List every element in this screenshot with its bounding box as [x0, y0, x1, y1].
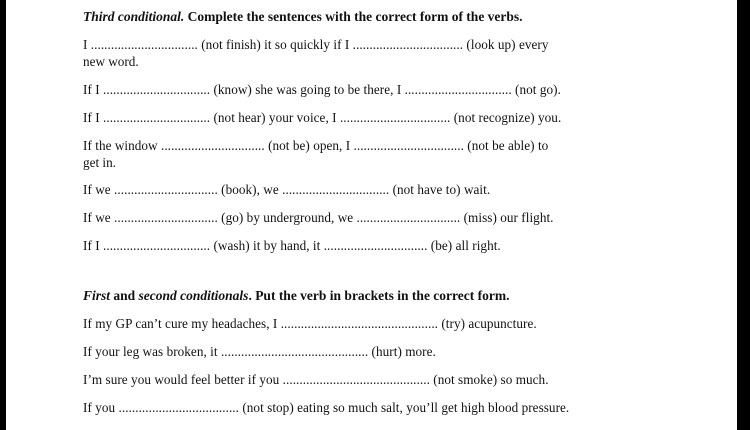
- exercise1-item-4: If the window ............................... (not be) open, I ................................. (not be able) to: [83, 138, 549, 153]
- exercise1-item-1: I ................................ (not finish) it so quickly if I ................................. (look up) every: [83, 37, 549, 52]
- section1-heading-text: Complete the sentences with the correct form of the verbs.: [184, 9, 523, 24]
- exercise1-item-5: If we ............................... (book), we ................................ (not have to) wait.: [83, 182, 491, 197]
- section2-heading: [83, 288, 510, 304]
- section2-heading-text: . Put the verb in brackets in the correct form.: [248, 288, 510, 303]
- exercise1-item-1-continuation: new word.: [83, 54, 139, 69]
- exercise1-item-2: If I ................................ (know) she was going to be there, I ................................ (not go).: [83, 82, 561, 97]
- exercise2-item-3: I’m sure you would feel better if you ............................................ (not smoke) so much.: [83, 372, 549, 387]
- worksheet-page: [6, 0, 737, 430]
- exercise2-item-2: If your leg was broken, it ............................................ (hurt) more.: [83, 344, 436, 359]
- exercise1-item-3: If I ................................ (not hear) your voice, I ................................. (not recognize) you.: [83, 110, 562, 125]
- exercise2-item-4: If you .................................... (not stop) eating so much salt, you’ll get high blood pressure.: [83, 400, 570, 415]
- section1-heading-italic: Third conditional.: [83, 9, 185, 24]
- section2-heading-mid: and: [110, 288, 139, 303]
- exercise1-item-4-continuation: get in.: [83, 155, 116, 170]
- exercise1-item-7: If I ................................ (wash) it by hand, it ............................... (be) all right.: [83, 238, 501, 253]
- exercise1-item-6: If we ............................... (go) by underground, we ............................... (miss) our flight.: [83, 210, 554, 225]
- section1-heading: [83, 9, 523, 25]
- section2-heading-italic-2: second conditionals: [138, 288, 249, 303]
- exercise2-item-1: If my GP can’t cure my headaches, I ............................................... (try) acupuncture.: [83, 316, 537, 331]
- section2-heading-italic-1: First: [83, 288, 111, 303]
